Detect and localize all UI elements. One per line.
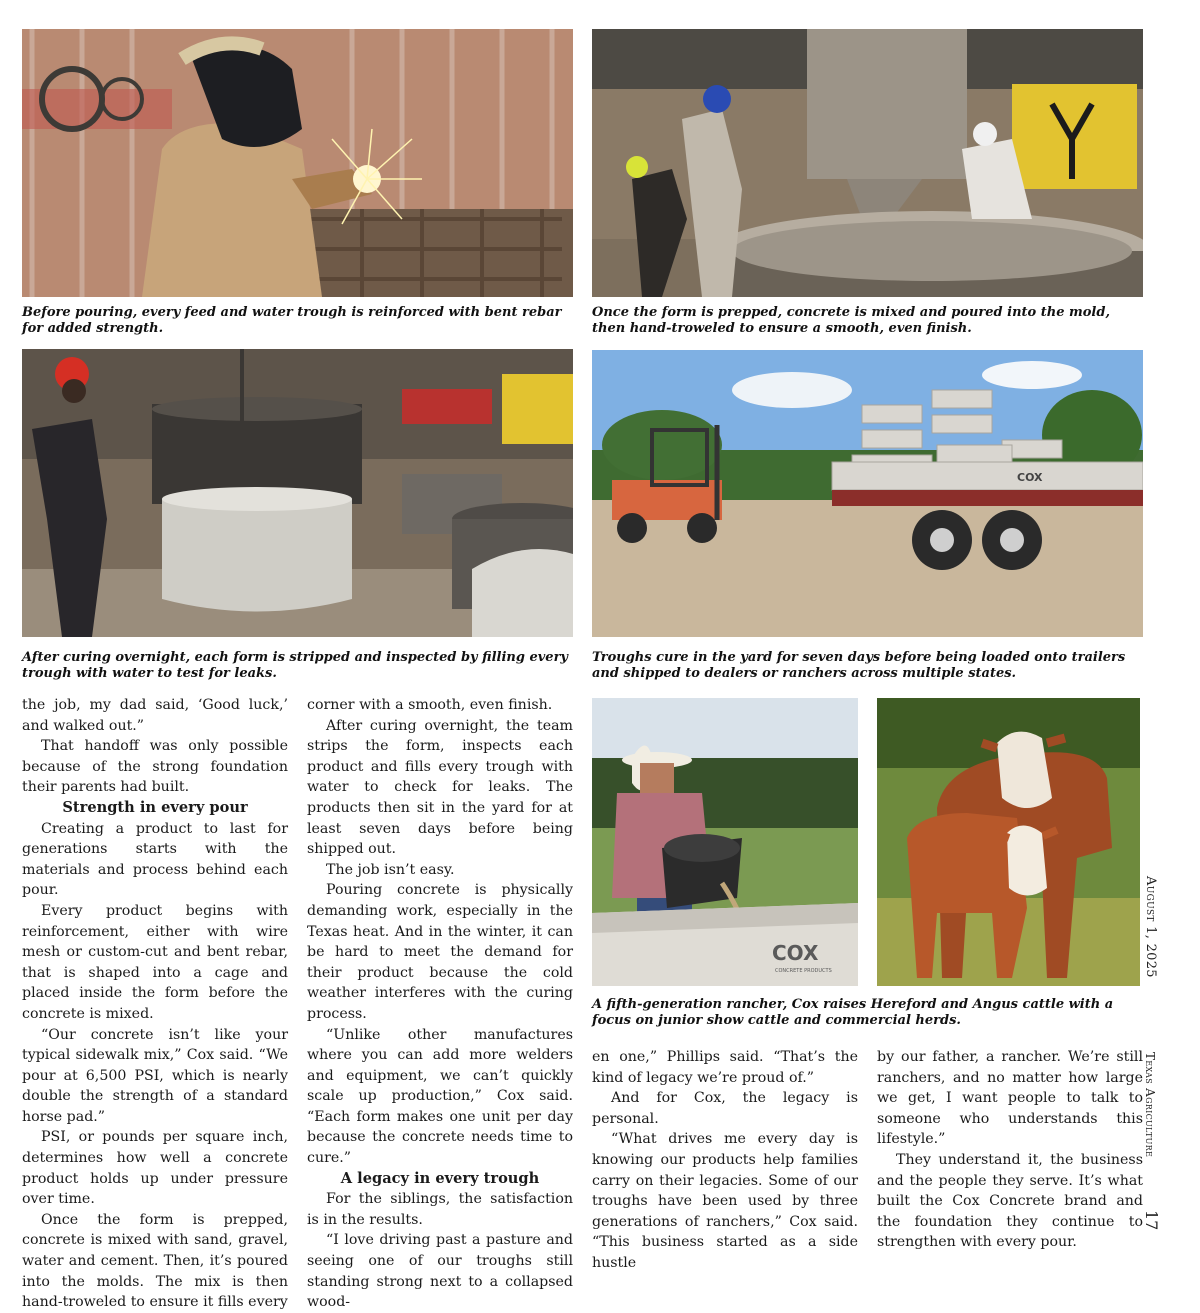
paragraph: For the siblings, the satisfaction is in the results. (307, 1191, 573, 1228)
paragraph: Every product begins with reinforcement, either with wire mesh or custom-cut and bent rebar, that is shaped into a cage and placed inside the form before the concrete is mixed. (22, 902, 288, 1022)
paragraph: the job, my dad said, ‘Good luck,’ and walked out.” (22, 697, 288, 734)
photo-forklift-yard (592, 350, 1143, 637)
caption-forklift-yard: Troughs cure in the yard for seven days before being loaded onto trailers and shipped to dealers or ranchers across multiple states. (592, 650, 1126, 681)
trailer-cox-text: COX (1017, 471, 1043, 484)
paragraph: en one,” Phillips said. “That’s the kind of legacy we’re proud of.” (592, 1049, 858, 1086)
article-column-4 (877, 1047, 1143, 1253)
paragraph: “Unlike other manufactures where you can add more welders and equipment, we can’t quickly scale up production,” Cox said. “Each form makes one unit per day because the concrete needs time to cure.” (307, 1026, 573, 1167)
subheading-legacy: A legacy in every trough (340, 1169, 540, 1187)
paragraph: PSI, or pounds per square inch, determines how well a concrete product holds up under pressure over time. (22, 1129, 288, 1208)
page-number: 17 (1142, 1210, 1161, 1231)
paragraph: “I love driving past a pasture and seeing one of our troughs still standing strong next to a collapsed wood- (307, 1232, 573, 1311)
paragraph: Pouring concrete is physically demanding work, especially in the Texas heat. And in the winter, it can be hard to meet the demand for their product because the cold weather interferes with the curing process. (307, 882, 573, 1022)
paragraph: by our father, a rancher. We’re still ranchers, and no matter how large we get, I want people to talk to someone who understands this lifestyle.” (877, 1049, 1143, 1148)
paragraph: corner with a smooth, even finish. (307, 697, 553, 713)
paragraph: “What drives me every day is knowing our products help families carry on their legacies. Some of our troughs have been used by three generations of ranchers,” Cox said. “This business started as a side hustle (592, 1131, 858, 1271)
paragraph: After curing overnight, the team strips the form, inspects each product and fills every trough with water to check for leaks. The products then sit in the yard for at least seven days before being shipped out. (307, 717, 573, 858)
trough-subtext: CONCRETE PRODUCTS (775, 968, 832, 974)
paragraph: Once the form is prepped, concrete is mixed with sand, gravel, water and cement. Then, it’s poured into the molds. The mix is then hand-troweled to ensure it fills every (22, 1211, 288, 1311)
article-column-3 (592, 1047, 858, 1274)
article-column-2 (307, 695, 573, 1313)
paragraph: And for Cox, the legacy is personal. (592, 1090, 858, 1127)
caption-welder: Before pouring, every feed and water trough is reinforced with bent rebar for added strength. (22, 305, 562, 336)
photo-concrete-pour (592, 29, 1143, 297)
caption-concrete-pour: Once the form is prepped, concrete is mixed and poured into the mold, then hand-troweled to ensure a smooth, even finish. (592, 305, 1110, 336)
photo-rancher-feeding (592, 698, 858, 986)
paragraph: “Our concrete isn’t like your typical sidewalk mix,” Cox said. “We pour at 6,500 PSI, which is nearly double the strength of a standard horse pad.” (22, 1026, 288, 1125)
caption-rancher-cattle: A fifth-generation rancher, Cox raises Hereford and Angus cattle with a focus on junior show cattle and commercial herds. (592, 997, 1114, 1028)
trough-cox-text: COX (772, 941, 819, 965)
photo-stripping-form (22, 349, 573, 637)
article-column-1 (22, 695, 288, 1313)
photo-welder (22, 29, 573, 297)
publication-name: Texas Agriculture (1143, 1052, 1157, 1158)
paragraph: That handoff was only possible because of the strong foundation their parents had built. (22, 738, 288, 796)
paragraph: The job isn’t easy. (326, 861, 455, 878)
photo-hereford-cattle (877, 698, 1140, 986)
issue-date: August 1, 2025 (1143, 876, 1158, 978)
caption-stripping-form: After curing overnight, each form is stripped and inspected by filling every trough with water to test for leaks. (22, 650, 568, 681)
paragraph: Creating a product to last for generations starts with the materials and process behind each pour. (22, 820, 288, 899)
subheading-strength: Strength in every pour (62, 798, 248, 816)
paragraph: They understand it, the business and the people they serve. It’s what built the Cox Concrete brand and the foundation they continue to strengthen with every pour. (877, 1151, 1143, 1251)
